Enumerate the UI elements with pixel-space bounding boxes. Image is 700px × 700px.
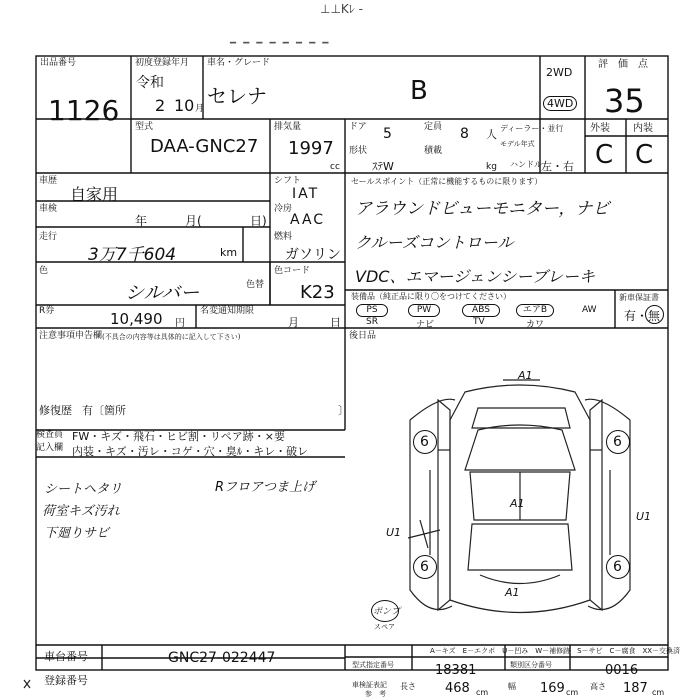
fuel-label: 燃料 <box>274 232 293 242</box>
lot-label: 出品番号 <box>40 58 77 68</box>
type-cert: 18381 <box>435 663 477 678</box>
lot-number: 1126 <box>48 94 120 127</box>
entry-label: 記入欄 <box>36 443 64 453</box>
type-cert-label: 型式指定番号 <box>352 661 394 669</box>
repair-end: 〕 <box>338 404 349 417</box>
load-label: 積載 <box>424 146 443 156</box>
color-code-label: 色コード <box>274 266 311 276</box>
equip-pw: PW <box>408 304 440 317</box>
cap-label: 定員 <box>424 122 443 132</box>
mileage: 3万7千604 <box>88 245 177 265</box>
notice-month: 月 <box>288 316 299 329</box>
color-label: 色 <box>39 266 49 276</box>
color-change-label: 色替 <box>246 280 265 290</box>
shift: IAT <box>292 186 320 202</box>
capacity: 8 <box>460 126 469 142</box>
repair-value: 有〔箇所 <box>82 404 126 417</box>
chassis: GNC27-022447 <box>168 650 276 666</box>
score-label: 評 価 点 <box>598 59 648 70</box>
color: シルバー <box>125 282 200 304</box>
int-label: 内装 <box>633 123 653 134</box>
mark-u1-right: U1 <box>636 510 652 523</box>
equip-tv: TV <box>473 317 485 327</box>
tire-front-left: 6 <box>413 430 437 454</box>
shift-label: シフト <box>274 176 302 186</box>
ac-label: 冷房 <box>274 204 293 214</box>
warranty-mark <box>645 305 664 324</box>
ext-label: 外装 <box>590 123 610 134</box>
month-unit: 月 <box>195 104 205 114</box>
plate-label: 登録番号 <box>44 674 88 687</box>
inspection-label: 車検 <box>39 204 58 214</box>
dims-label: 車検証表記 <box>352 681 387 689</box>
kg-unit: kg <box>486 162 497 172</box>
class-no: 0016 <box>605 663 639 678</box>
equip-abs: ABS <box>462 304 500 317</box>
int-grade: C <box>635 140 654 170</box>
first-reg-label: 初度登録年月 <box>135 58 190 68</box>
rear-label: 後日品 <box>349 331 377 341</box>
height-label: 高さ <box>590 682 606 691</box>
ref-label: 参 考 <box>365 690 386 698</box>
drive-4wd: 4WD <box>543 96 577 111</box>
tire-rear-right: 6 <box>606 555 630 579</box>
dealer-notes-sub: (不具合の内容等は具体的に記入して下さい) <box>102 333 241 341</box>
equip-airbag: エアB <box>516 304 554 317</box>
equip-leather: カワ <box>526 320 545 330</box>
drive-2wd: 2WD <box>546 66 573 79</box>
reg-year: 2 <box>155 96 166 115</box>
insp-month: 月( <box>185 214 202 228</box>
length: 468 <box>445 681 470 696</box>
reg-month: 10 <box>174 96 195 115</box>
recycle-label: R券 <box>39 306 55 316</box>
note-1: シートヘタリ <box>44 482 123 497</box>
notice-day: 日 <box>330 316 341 329</box>
note-2: 荷室キズ汚れ <box>42 504 120 519</box>
history: 自家用 <box>70 185 119 204</box>
sales-point-2: クルーズコントロール <box>355 233 514 252</box>
length-unit: cm <box>476 688 489 697</box>
spare-label: スペア <box>374 623 395 631</box>
disp-label: 排気量 <box>274 122 302 132</box>
width: 169 <box>540 681 565 696</box>
height-unit: cm <box>652 688 665 697</box>
width-label: 幅 <box>508 682 516 691</box>
tire-front-right: 6 <box>606 430 630 454</box>
handle-options: 左・右 <box>541 160 574 173</box>
model: DAA-GNC27 <box>150 136 259 157</box>
displacement: 1997 <box>288 138 334 159</box>
header-fragment: ⊥⊥Kﾚ - <box>320 2 363 16</box>
note-4: Rフロアつま上げ <box>215 480 316 495</box>
height: 187 <box>623 681 648 696</box>
equip-sr: SR <box>366 317 378 327</box>
repair-label: 修復歴 <box>39 404 72 417</box>
score: 35 <box>604 82 645 120</box>
equip-label: 装備品（純正品に限り〇をつけてください） <box>351 292 511 301</box>
mileage-label: 走行 <box>39 232 58 242</box>
sales-point-3: VDC、エマージェンシーブレーキ <box>355 267 595 286</box>
insp-year: 年 <box>135 214 148 228</box>
yen-unit: 円 <box>175 318 185 329</box>
note-3: 下廻りサビ <box>44 526 110 541</box>
inspect-row-1: FW・キズ・飛石・ヒビ割・リペア跡・×要 <box>72 430 285 443</box>
doors: 5 <box>383 126 392 142</box>
equip-navi: ナビ <box>416 320 435 330</box>
title-fragment: ━ ━ ━ ━ ━ ━ ━ ━ <box>230 38 331 49</box>
width-unit: cm <box>566 688 579 697</box>
dealer-label: ディーラー・並行 <box>500 124 564 133</box>
class-label: 類別区分番号 <box>510 661 552 669</box>
inspector-label: 検査員 <box>36 430 64 440</box>
color-code: K23 <box>300 282 335 303</box>
fuel: ガソリン <box>285 247 341 263</box>
shape: ｽﾃW <box>372 160 394 173</box>
model-label: 型式 <box>135 122 154 132</box>
sales-point-1: アラウンドビューモニター，ナビ <box>355 199 610 219</box>
mark-u1-left: U1 <box>386 526 402 539</box>
points-label: セールスポイント（正常に機能するものに限ります） <box>351 177 543 186</box>
insp-day: 日) <box>250 214 267 228</box>
notice-label: 名変通知期限 <box>200 306 255 316</box>
recycle-amount: 10,490 <box>110 310 163 328</box>
tire-rear-left: 6 <box>413 555 437 579</box>
damage-legend: A－キズ E－エクボ U－凹み W－補修跡 S－サビ C－腐食 XX－交換済 <box>430 647 681 655</box>
cap-unit: 人 <box>486 128 497 141</box>
dealer-notes-label: 注意事項申告欄 <box>39 331 103 341</box>
car-name: セレナ <box>207 84 267 108</box>
warranty: 有・無 <box>624 309 661 323</box>
equip-ps: PS <box>356 304 388 317</box>
ext-grade: C <box>595 140 614 170</box>
era: 令和 <box>136 75 164 91</box>
mark-a1-mid: A1 <box>510 497 525 510</box>
km-unit: km <box>220 246 238 259</box>
mark-a1-top: A1 <box>518 369 533 382</box>
mark-a1-bot: A1 <box>505 586 520 599</box>
handle-label: ハンドル <box>510 160 542 169</box>
inspect-row-2: 内装・キズ・汚レ・コゲ・穴・臭ﾙ・キレ・破レ <box>72 445 309 458</box>
chassis-label: 車台番号 <box>44 650 88 663</box>
model-year-label: モデル年式 <box>500 140 535 148</box>
grade: B <box>410 76 428 106</box>
name-label: 車名・グレード <box>207 58 271 68</box>
length-label: 長さ <box>400 682 416 691</box>
equip-aw: AW <box>582 305 597 315</box>
shape-label: 形状 <box>349 146 368 156</box>
cc-unit: cc <box>330 162 340 172</box>
door-label: ドア <box>349 122 367 132</box>
warranty-label: 新車保証書 <box>619 293 659 302</box>
history-label: 車歴 <box>39 176 58 186</box>
ac: AAC <box>290 212 326 228</box>
spare-tire: ポンプ <box>371 600 399 622</box>
